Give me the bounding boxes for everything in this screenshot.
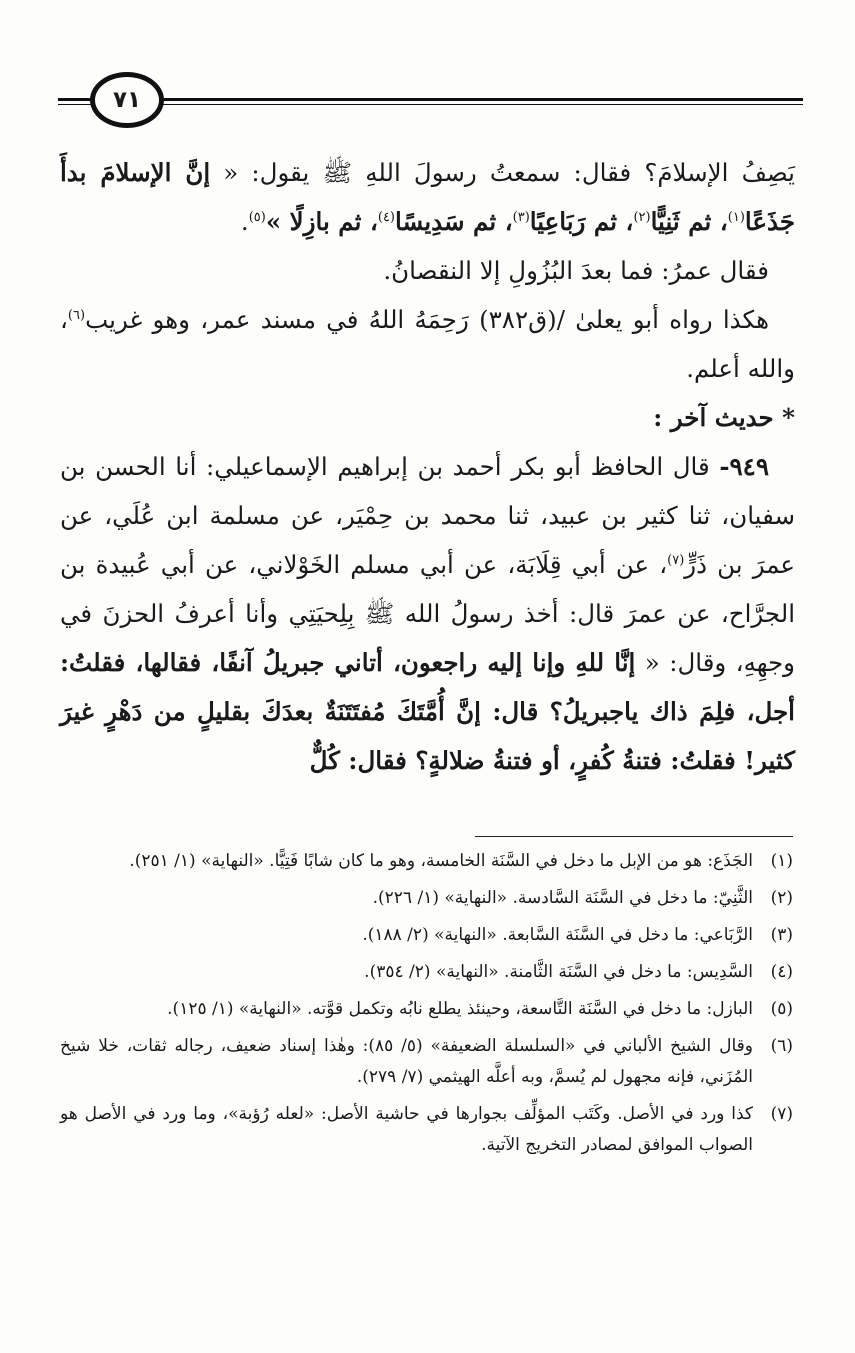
footnote-number: (١) (770, 851, 793, 871)
footnote (60, 994, 793, 1025)
header-rule-thin (58, 104, 803, 105)
hadith-quote: ، ثم بازِلًا » (265, 207, 378, 236)
footnote (60, 846, 793, 877)
footnote-text: الثَّنِيّ: ما دخل في السَّنَة السَّادسة. «النهاية» (١/ ٢٢٦). (372, 888, 753, 908)
footnote-ref-5: (٥) (248, 209, 266, 225)
paragraph-1 (60, 148, 795, 246)
footnote-text: السَّدِيس: ما دخل في السَّنَة الثَّامنة. «النهاية» (٢/ ٣٥٤). (364, 962, 753, 982)
paragraph-1-end: . (240, 207, 249, 236)
paragraph-2: فقال عمرُ: فما بعدَ البُزُولِ إلا النقصانُ. (383, 256, 769, 285)
footnote-ref-3: (٣) (512, 209, 530, 225)
section-heading: * حديث آخر : (653, 403, 795, 432)
hadith-quote: ، ثم سَدِيسًا (395, 207, 513, 236)
footnote (60, 957, 793, 988)
footnote-separator (475, 836, 793, 837)
footnote-text: كذا ورد في الأصل. وكَتَب المؤلِّف بجوارها في حاشية الأصل: «لعله رُؤبة»، وما ورد في الأصل هو الصواب الموافق لمصادر التخريج الآتية. (60, 1104, 753, 1155)
footnote-number: (٧) (770, 1104, 793, 1124)
footnote-ref-6: (٦) (67, 307, 86, 323)
page-number: ٧١ (90, 72, 164, 128)
footnote (60, 920, 793, 951)
main-text (60, 148, 795, 785)
isnad-text: قال الحافظ أبو بكر أحمد بن إبراهيم الإسماعيلي: أنا الحسن بن سفيان، ثنا كثير بن عبيد، ثنا محمد بن حِمْيَر، عن مسلمة ابن عُلَي، عن عمرَ بن ذَرٍّ (60, 452, 796, 579)
footnote-text: البازل: ما دخل في السَّنَة التَّاسعة، وحينئذ يطلع نابُه وتكمل قوَّته. «النهاية» (١/ ١٢٥). (167, 999, 753, 1019)
hadith-number: ٩٤٩- (719, 452, 769, 481)
paragraph-1-text: يَصِفُ الإسلامَ؟ فقال: سمعتُ رسولَ اللهِ ﷺ يقول: « (210, 158, 795, 187)
paragraph-3 (60, 295, 795, 393)
footnote-number: (٢) (770, 888, 793, 908)
footnotes (60, 846, 793, 1167)
hadith-quote: ، ثم ثَنِيًّا (650, 207, 728, 236)
footnote-ref-7: (٧) (667, 552, 685, 568)
footnote (60, 1099, 793, 1161)
hadith-quote: إنَّ الإسلامَ بدأَ جَذَعًا (60, 158, 795, 236)
footnote-text: الرَّبَاعي: ما دخل في السَّنَة السَّابعة. «النهاية» (٢/ ١٨٨). (362, 925, 753, 945)
paragraph-3-text: هكذا رواه أبو يعلىٰ /(ق٣٨٢) رَحِمَهُ اللهُ في مسند عمر، وهو غريب (85, 305, 769, 334)
paragraph-3-end: ، والله أعلم. (60, 305, 795, 383)
footnote-ref-1: (١) (727, 209, 745, 225)
footnote-number: (٥) (770, 999, 793, 1019)
footnote-ref-4: (٤) (377, 209, 395, 225)
footnote-text: الجَذَع: هو من الإبل ما دخل في السَّنَة الخامسة، وهو ما كان شابًا فَتِيًّا. «النهاية» (١/ ٢٥١). (129, 851, 753, 871)
footnote-number: (٤) (770, 962, 793, 982)
header-rule-thick (58, 98, 803, 101)
footnote-text: وقال الشيخ الألباني في «السلسلة الضعيفة» (٥/ ٨٥): وهٰذا إسناد ضعيف، رجاله ثقات، خلا شيخ المُزَني، فإنه مجهول لم يُسمَّ، وبه أعلَّه الهيثمي (٧/ ٢٧٩). (60, 1036, 753, 1087)
hadith-quote: ، ثم رَبَاعِيًا (529, 207, 634, 236)
footnote-number: (٦) (770, 1036, 793, 1056)
isnad-text: ، عن أبي قِلَابَة، عن أبي مسلم الخَوْلاني، عن أبي عُبيدة بن الجرَّاح، عن عمرَ قال: أخذ رسولُ الله ﷺ بِلِحيَتِي وأنا أعرفُ الحزنَ في وجهِهِ، وقال: « (60, 550, 795, 677)
footnote-number: (٣) (770, 925, 793, 945)
footnote (60, 883, 793, 914)
hadith-quote: إنَّا للهِ وإنا إليه راجعون، أتاني جبريلُ آنفًا، فقالها، فقلتُ: أجل، فلِمَ ذاك ياجبريلُ؟ قال: إنَّ أُمَّتَكَ مُفتَتَنَةٌ بعدَكَ بقليلٍ من دَهْرٍ غيرَ كثير! فقلتُ: فتنةُ كُفرٍ، أو فتنةُ ضلالةٍ؟ فقال: كُلٌّ (60, 648, 795, 775)
footnote-ref-2: (٢) (633, 209, 651, 225)
footnote (60, 1031, 793, 1093)
paragraph-4 (60, 442, 795, 785)
